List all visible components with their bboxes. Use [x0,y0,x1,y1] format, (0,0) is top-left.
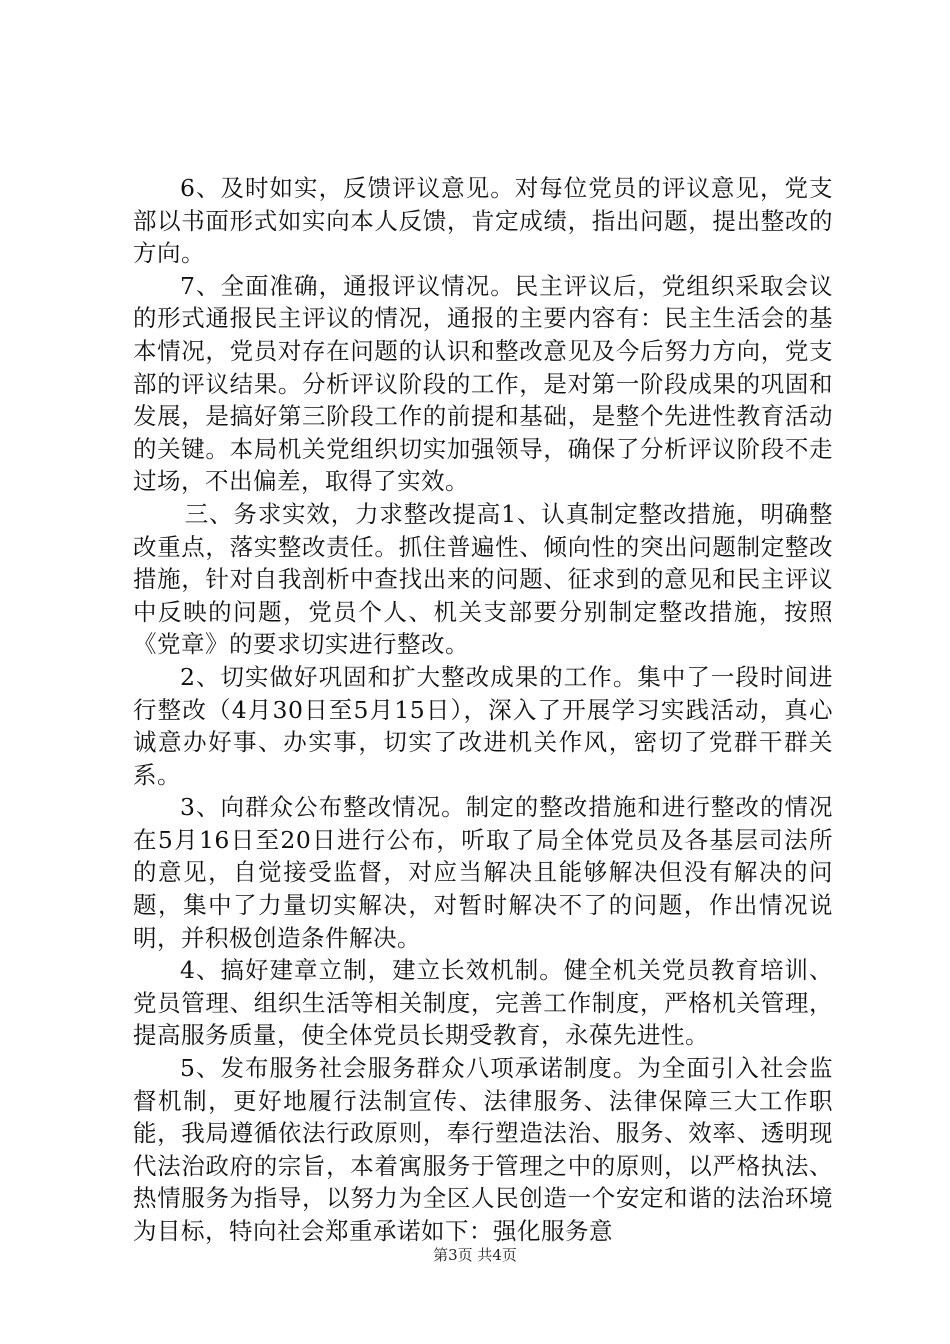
paragraph-2: 2、切实做好巩固和扩大整改成果的工作。集中了一段时间进行整改（4月30日至5月15日），深入了开展学习实践活动，真心诚意办好事、办实事，切实了改进机关作风，密切了党群干群关系。 [133,662,833,789]
paragraph-3: 3、向群众公布整改情况。制定的整改措施和进行整改的情况在5月16日至20日进行公布，听取了局全体党员及各基层司法所的意见，自觉接受监督，对应当解决且能够解决但没有解决的问题，集中了力量切实解决，对暂时解决不了的问题，作出情况说明，并积极创造条件解决。 [133,793,833,952]
paragraph-4: 4、搞好建章立制，建立长效机制。健全机关党员教育培训、党员管理、组织生活等相关制度，完善工作制度，严格机关管理，提高服务质量，使全体党员长期受教育，永葆先进性。 [133,956,833,1050]
paragraph-section-3: 三、务求实效，力求整改提高1、认真制定整改措施，明确整改重点，落实整改责任。抓住普遍性、倾向性的突出问题制定整改措施，针对自我剖析中查找出来的问题、征求到的意见和民主评议中反映的问题，党员个人、机关支部要分别制定整改措施，按照《党章》的要求切实进行整改。 [133,499,833,659]
document-body [133,172,833,1248]
paragraph-5: 5、发布服务社会服务群众八项承诺制度。为全面引入社会监督机制，更好地履行法制宣传、法律服务、法律保障三大工作职能，我局遵循依法行政原则，奉行塑造法治、服务、效率、透明现代法治政府的宗旨，本着寓服务于管理之中的原则，以严格执法、热情服务为指导，以努力为全区人民创造一个安定和谐的法治环境为目标，特向社会郑重承诺如下：强化服务意 [133,1054,833,1245]
paragraph-7: 7、全面准确，通报评议情况。民主评议后，党组织采取会议的形式通报民主评议的情况，通报的主要内容有：民主生活会的基本情况，党员对存在问题的认识和整改意见及今后努力方向，党支部的评议结果。分析评议阶段的工作，是对第一阶段成果的巩固和发展，是搞好第三阶段工作的前提和基础，是整个先进性教育活动的关键。本局机关党组织切实加强领导，确保了分析评议阶段不走过场，不出偏差，取得了实效。 [133,271,833,496]
paragraph-6: 6、及时如实，反馈评议意见。对每位党员的评议意见，党支部以书面形式如实向本人反馈，肯定成绩，指出问题，提出整改的方向。 [133,174,833,268]
page-footer: 第3页 共4页 [433,1246,517,1264]
